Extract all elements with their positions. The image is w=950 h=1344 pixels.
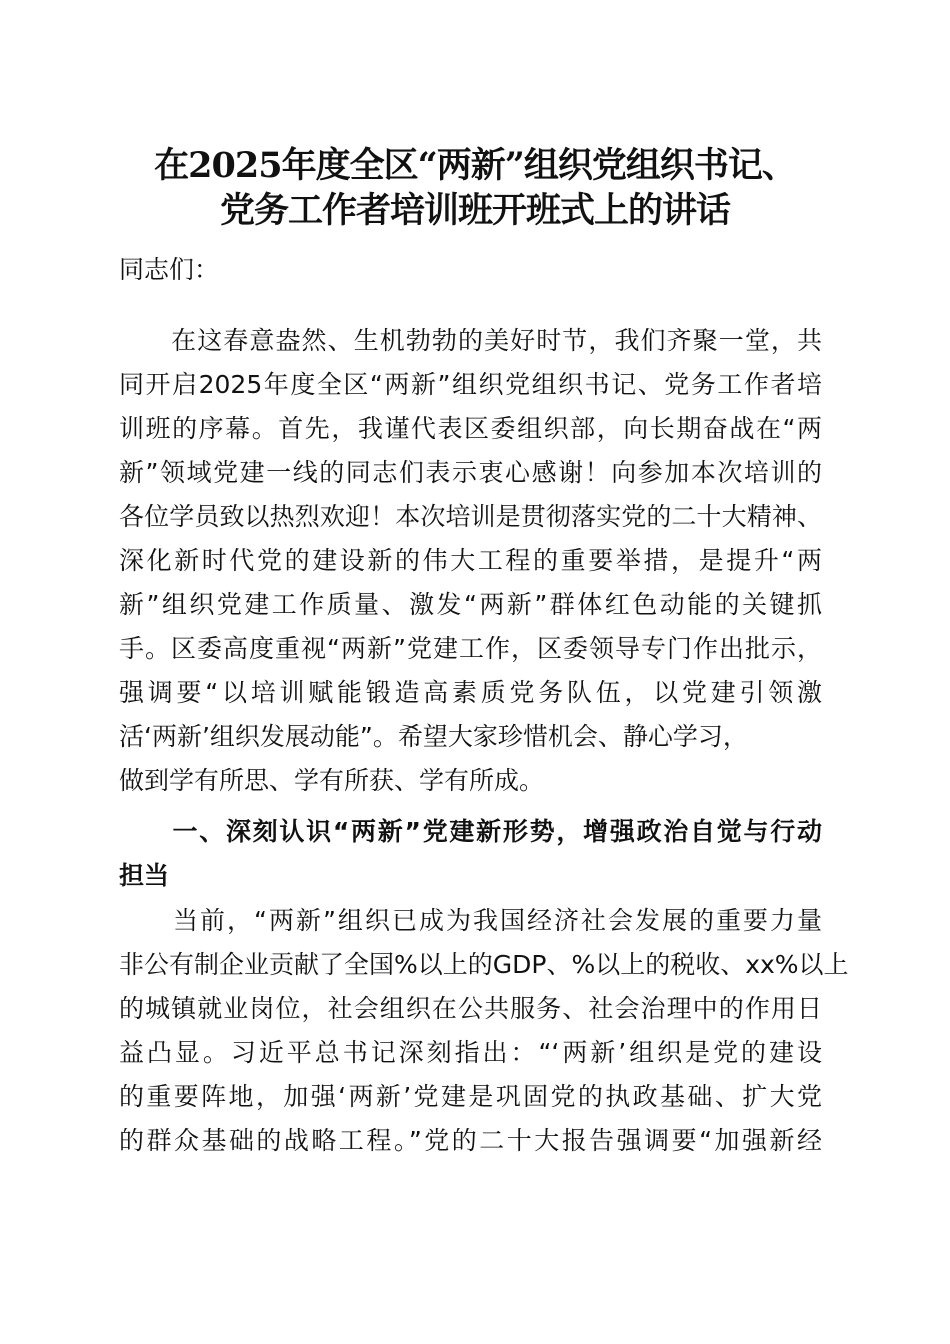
text-line: 的城镇就业岗位，社会组织在公共服务、社会治理中的作用日 (119, 994, 822, 1023)
text-line: 的重要阵地，加强‘两新’党建是巩固党的执政基础、扩大党 (119, 1082, 822, 1111)
text-line: 活‘两新’组织发展动能”。希望大家珍惜机会、静心学习， (119, 722, 748, 751)
text-line: 新”组织党建工作质量、激发“两新”群体红色动能的关键抓 (119, 590, 822, 619)
text-line: 训班的序幕。首先，我谨代表区委组织部，向长期奋战在“两 (119, 414, 822, 443)
text-line: 非公有制企业贡献了全国%以上的GDP、%以上的税收、xx%以上 (119, 950, 849, 979)
text-line: 同开启2025年度全区“两新”组织党组织书记、党务工作者培 (119, 370, 822, 399)
text-line: 的群众基础的战略工程。”党的二十大报告强调要“加强新经 (119, 1126, 822, 1155)
document-title-line-2: 党务工作者培训班开班式上的讲话 (219, 190, 730, 231)
text-line: 新”领域党建一线的同志们表示衷心感谢！向参加本次培训的 (119, 458, 822, 487)
text-line: 益凸显。习近平总书记深刻指出：“‘两新’组织是党的建设 (119, 1038, 822, 1067)
text-line: 深化新时代党的建设新的伟大工程的重要举措，是提升“两 (119, 546, 822, 575)
text-line: 各位学员致以热烈欢迎！本次培训是贯彻落实党的二十大精神、 (119, 502, 822, 531)
text-line: 手。区委高度重视“两新”党建工作，区委领导专门作出批示， (119, 634, 822, 663)
text-line: 强调要“以培训赋能锻造高素质党务队伍，以党建引领激 (119, 678, 822, 707)
document-title-line-1: 在2025年度全区“两新”组织党组织书记、 (154, 145, 796, 186)
text-line: 做到学有所思、学有所获、学有所成。 (119, 766, 545, 795)
heading-line: 担当 (119, 861, 170, 890)
salutation: 同志们： (119, 255, 220, 284)
text-line: 在这春意盎然、生机勃勃的美好时节，我们齐聚一堂，共 (119, 326, 822, 355)
text-line: 当前，“两新”组织已成为我国经济社会发展的重要力量 (119, 906, 822, 935)
heading-line: 一、深刻认识“两新”党建新形势，增强政治自觉与行动 (119, 817, 822, 846)
